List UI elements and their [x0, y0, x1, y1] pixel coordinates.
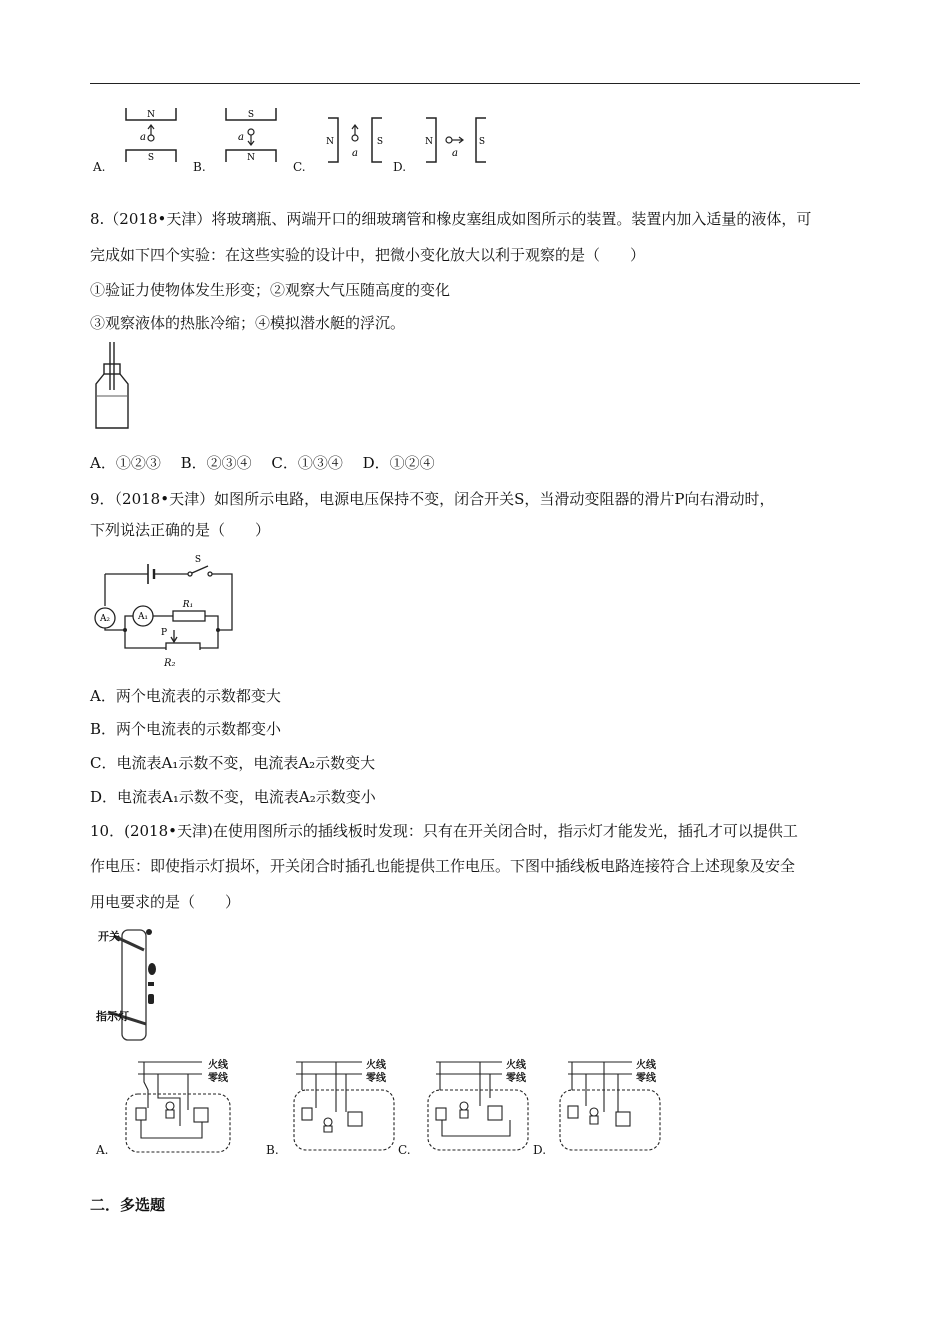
- label-neutral-b: 零线: [366, 1073, 386, 1084]
- q7-figures: [90, 100, 490, 180]
- q10-option-a[interactable]: A.: [96, 1143, 109, 1157]
- label-ammeter-a1: A₁: [137, 612, 149, 622]
- q7d-left-pole: N: [425, 137, 433, 147]
- label-switch-s: S: [194, 555, 202, 565]
- q7-option-d[interactable]: D.: [393, 160, 407, 174]
- q9-option-d[interactable]: D．电流表A₁示数不变，电流表A₂示数变小: [90, 788, 376, 806]
- q8-choices[interactable]: A．①②③ B．②③④ C．①③④ D．①②④: [90, 454, 435, 472]
- label-live-a: 火线: [208, 1060, 228, 1071]
- label-live-b: 火线: [366, 1060, 386, 1071]
- q10-stem-line1: 10．(2018•天津)在使用图所示的插线板时发现：只有在开关闭合时，指示灯才能发光，插孔才可以提供工: [90, 822, 798, 840]
- q7b-charge: a: [238, 132, 244, 143]
- label-r2: R₂: [164, 658, 176, 669]
- label-indicator-lamp: 指示灯: [96, 1010, 129, 1023]
- q10-option-circuits: [90, 1050, 670, 1165]
- q8-stem-line2: 完成如下四个实验：在这些实验的设计中，把微小变化放大以利于观察的是（ ）: [90, 246, 646, 264]
- q7b-bottom-pole: N: [247, 153, 255, 163]
- q10-stem-line3: 用电要求的是（ ）: [90, 893, 241, 911]
- q7b-top-pole: S: [247, 110, 255, 120]
- q7a-top-pole: N: [147, 110, 155, 120]
- q10-power-strip-photo: [96, 924, 176, 1044]
- q7c-right-pole: S: [376, 137, 384, 147]
- q8-bottle-figure: [90, 340, 140, 435]
- q7-magnet-diagrams: [90, 100, 490, 180]
- circuit-diagram: [90, 550, 250, 650]
- q9-stem-line1: 9．（2018•天津）如图所示电路，电源电压保持不变，闭合开关S，当滑动变阻器的滑片P向右滑动时，: [90, 490, 775, 508]
- label-slider-p: P: [160, 628, 168, 638]
- label-neutral-a: 零线: [208, 1073, 228, 1084]
- q9-option-a[interactable]: A．两个电流表的示数都变大: [90, 687, 281, 705]
- q7c-charge: a: [352, 148, 358, 159]
- q7a-bottom-pole: S: [147, 153, 155, 163]
- q10-stem-line2: 作电压：即使指示灯损坏，开关闭合时插孔也能提供工作电压。下图中插线板电路连接符合上述现象及安全: [90, 857, 796, 875]
- section-title: 二．多选题: [90, 1196, 166, 1214]
- label-switch: 开关: [98, 930, 120, 943]
- q7d-right-pole: S: [478, 137, 486, 147]
- q7c-left-pole: N: [326, 137, 334, 147]
- label-live-d: 火线: [636, 1060, 656, 1071]
- q8-stem-line1: 8.（2018•天津）将玻璃瓶、两端开口的细玻璃管和橡皮塞组成如图所示的装置。装置内加入适量的液体，可: [90, 210, 812, 228]
- q7-option-c[interactable]: C.: [293, 160, 306, 174]
- q7a-charge: a: [140, 132, 146, 143]
- q7d-charge: a: [452, 148, 458, 159]
- q10-option-d[interactable]: D.: [533, 1143, 547, 1157]
- bottle-diagram: [90, 340, 140, 435]
- label-ammeter-a2: A₂: [99, 614, 111, 624]
- q10-option-c[interactable]: C.: [398, 1143, 411, 1157]
- header-rule: [90, 83, 860, 84]
- q10-option-b[interactable]: B.: [266, 1143, 279, 1157]
- label-neutral-d: 零线: [636, 1073, 656, 1084]
- q9-stem-line2: 下列说法正确的是（ ）: [90, 521, 271, 539]
- q9-option-c[interactable]: C．电流表A₁示数不变，电流表A₂示数变大: [90, 754, 376, 772]
- label-live-c: 火线: [506, 1060, 526, 1071]
- q7-option-a[interactable]: A.: [93, 160, 106, 174]
- q8-item-line2: ③观察液体的热胀冷缩；④模拟潜水艇的浮沉。: [90, 314, 406, 332]
- label-neutral-c: 零线: [506, 1073, 526, 1084]
- q9-circuit-figure: [90, 550, 250, 669]
- q9-option-b[interactable]: B．两个电流表的示数都变小: [90, 720, 282, 738]
- label-r1: R₁: [182, 600, 194, 610]
- q8-item-line1: ①验证力使物体发生形变；②观察大气压随高度的变化: [90, 281, 451, 299]
- q7-option-b[interactable]: B.: [193, 160, 206, 174]
